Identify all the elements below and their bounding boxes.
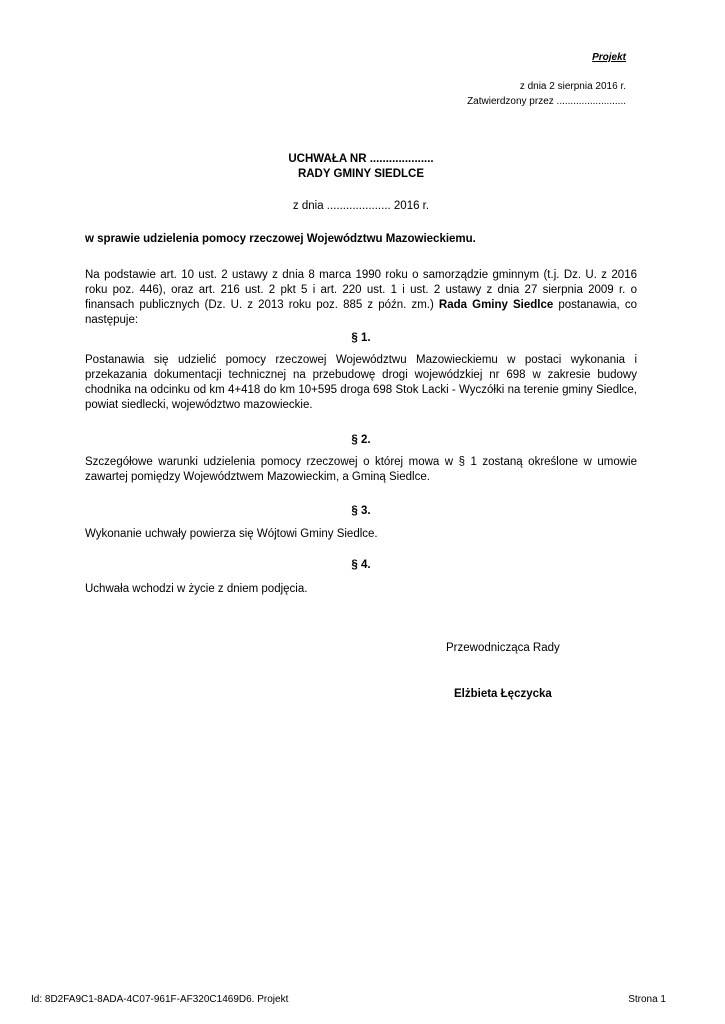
council-name: RADY GMINY SIEDLCE — [297, 168, 425, 180]
legal-basis-ending: postanawia, co następuje: — [85, 299, 637, 326]
legal-basis-paragraph — [85, 268, 637, 328]
section-2-body: Szczegółowe warunki udzielenia pomocy rzeczowej o której mowa w § 1 zostaną określone w umowie zawartej pomiędzy Województwem Mazowieckim, a Gminą Siedlce. — [85, 456, 637, 483]
resolution-number: UCHWAŁA NR .................... — [288, 153, 434, 165]
draft-status-label: Projekt — [592, 52, 626, 63]
draft-date: z dnia 2 sierpnia 2016 r. — [519, 81, 626, 92]
section-2-heading: § 2. — [351, 434, 371, 446]
resolution-subject: w sprawie udzielenia pomocy rzeczowej Województwu Mazowieckiemu. — [85, 233, 476, 245]
section-4-heading: § 4. — [351, 559, 371, 571]
approved-by-line: Zatwierdzony przez ......................... — [467, 96, 626, 107]
section-3-body: Wykonanie uchwały powierza się Wójtowi Gminy Siedlce. — [85, 528, 378, 540]
section-1-body: Postanawia się udzielić pomocy rzeczowej Województwu Mazowieckiemu w postaci wykonania i przekazania dokumentacji technicznej na przebudowę drogi wojewódzkiej nr 698 w zakresie budowy chodnika na odcinku od km 4+418 do km 10+595 droga 698 Stok Lacki - Wyczółki na terenie gminy Siedlce, powiat siedlecki, województwo mazowieckie. — [85, 354, 637, 411]
resolution-date: z dnia .................... 2016 r. — [292, 200, 430, 212]
council-name-bold: Rada Gminy Siedlce — [438, 299, 554, 311]
document-id-footer: Id: 8D2FA9C1-8ADA-4C07-961F-AF320C1469D6. Projekt — [31, 994, 289, 1005]
section-3-heading: § 3. — [351, 505, 371, 517]
legal-basis-text: Na podstawie art. 10 ust. 2 ustawy z dnia 8 marca 1990 roku o samorządzie gminnym (t.j. Dz. U. z 2016 roku poz. 446), oraz art. 216 ust. 2 pkt 5 i art. 220 ust. 1 i ust. 2 ustawy z dnia 27 sierpnia 2009 r. o finansach publicznych (Dz. U. z 2013 roku poz. 885 z późn. zm.) — [85, 269, 637, 311]
section-4-body: Uchwała wchodzi w życie z dniem podjęcia. — [85, 583, 308, 595]
signature-role: Przewodnicząca Rady — [446, 642, 560, 654]
page-number-footer: Strona 1 — [628, 994, 666, 1005]
section-1-heading: § 1. — [351, 332, 371, 344]
signature-name: Elżbieta Łęczycka — [454, 688, 552, 700]
